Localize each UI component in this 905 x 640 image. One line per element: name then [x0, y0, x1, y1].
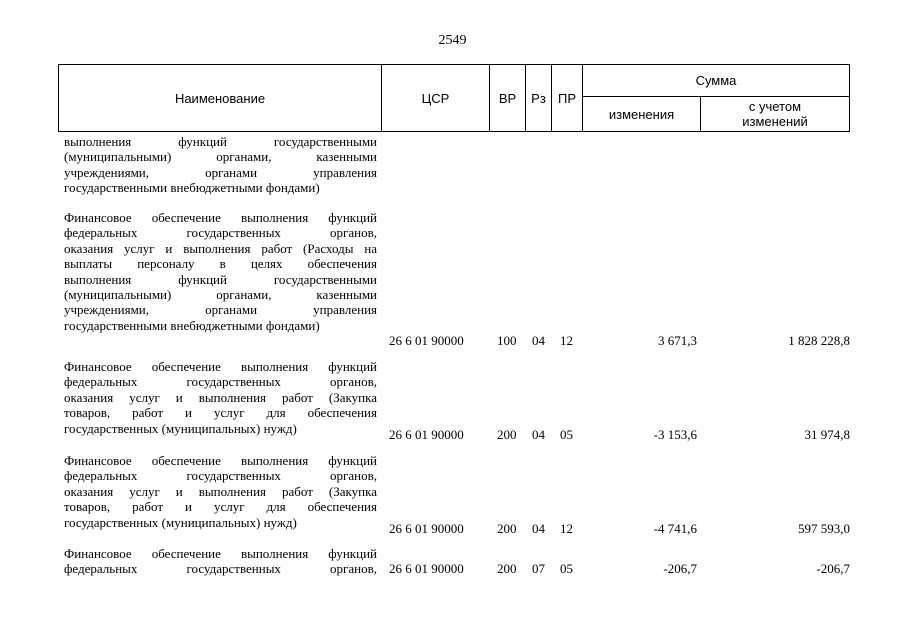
- cell-pr: 12: [560, 333, 573, 348]
- name-line: оказания услуг и выполнения работ (Закупка: [64, 483, 377, 499]
- cell-rz: 07: [532, 561, 545, 576]
- header-csr: ЦСР: [382, 65, 490, 132]
- name-line: Финансовое обеспечение выполнения функций: [64, 546, 377, 561]
- cell-izmeneniya: 3 671,3: [658, 333, 697, 348]
- cell-vr: 200: [497, 427, 517, 442]
- row-name: [64, 210, 377, 333]
- name-line: федеральных государственных органов,: [64, 561, 377, 577]
- row-name: [64, 546, 377, 577]
- name-line: выплаты персоналу в целях обеспечения: [64, 256, 377, 272]
- header-s-uchetom-line2: изменений: [742, 114, 808, 129]
- header-rz: Рз: [526, 65, 552, 132]
- cell-izmeneniya: -206,7: [663, 561, 697, 576]
- cell-s-uchetom: 597 593,0: [798, 521, 850, 536]
- name-line: государственными внебюджетными фондами): [64, 317, 320, 333]
- header-summa: Сумма: [583, 65, 850, 97]
- cell-csr: 26 6 01 90000: [389, 333, 464, 348]
- cell-vr: 200: [497, 521, 517, 536]
- cell-vr: 200: [497, 561, 517, 576]
- row-name: [64, 359, 377, 436]
- name-line: товаров, работ и услуг для обеспечения: [64, 405, 377, 421]
- name-line: Финансовое обеспечение выполнения функций: [64, 359, 377, 374]
- name-line: учреждениями, органами управления: [64, 302, 377, 318]
- cell-s-uchetom: -206,7: [816, 561, 850, 576]
- header-izmeneniya: изменения: [583, 97, 701, 132]
- cell-rz: 04: [532, 427, 545, 442]
- header-pr: ПР: [552, 65, 583, 132]
- cell-pr: 05: [560, 561, 573, 576]
- header-name: Наименование: [59, 65, 382, 132]
- name-line: федеральных государственных органов,: [64, 374, 377, 390]
- name-line: Финансовое обеспечение выполнения функций: [64, 453, 377, 468]
- name-line: государственными внебюджетными фондами): [64, 180, 320, 196]
- name-line: (муниципальными) органами, казенными: [64, 149, 377, 165]
- row-name: [64, 134, 377, 196]
- cell-izmeneniya: -3 153,6: [653, 427, 697, 442]
- name-line: оказания услуг и выполнения работ (Закупка: [64, 389, 377, 405]
- cell-csr: 26 6 01 90000: [389, 427, 464, 442]
- name-line: (муниципальными) органами, казенными: [64, 287, 377, 303]
- cell-csr: 26 6 01 90000: [389, 561, 464, 576]
- name-line: товаров, работ и услуг для обеспечения: [64, 499, 377, 515]
- header-s-uchetom-line1: с учетом: [748, 99, 802, 114]
- cell-s-uchetom: 1 828 228,8: [788, 333, 850, 348]
- name-line: выполнения функций государственными: [64, 134, 377, 149]
- cell-csr: 26 6 01 90000: [389, 521, 464, 536]
- name-line: федеральных государственных органов,: [64, 468, 377, 484]
- cell-pr: 05: [560, 427, 573, 442]
- row-name: [64, 453, 377, 530]
- cell-pr: 12: [560, 521, 573, 536]
- cell-rz: 04: [532, 333, 545, 348]
- page-number: 2549: [438, 33, 467, 48]
- cell-vr: 100: [497, 333, 517, 348]
- name-line: оказания услуг и выполнения работ (Расходы на: [64, 240, 377, 256]
- cell-izmeneniya: -4 741,6: [653, 521, 697, 536]
- cell-s-uchetom: 31 974,8: [804, 427, 850, 442]
- name-line: федеральных государственных органов,: [64, 225, 377, 241]
- name-line: учреждениями, органами управления: [64, 164, 377, 180]
- name-line: Финансовое обеспечение выполнения функций: [64, 210, 377, 225]
- name-line: государственных (муниципальных) нужд): [64, 514, 297, 530]
- cell-rz: 04: [532, 521, 545, 536]
- name-line: государственных (муниципальных) нужд): [64, 420, 297, 436]
- header-vr: ВР: [490, 65, 526, 132]
- name-line: выполнения функций государственными: [64, 271, 377, 287]
